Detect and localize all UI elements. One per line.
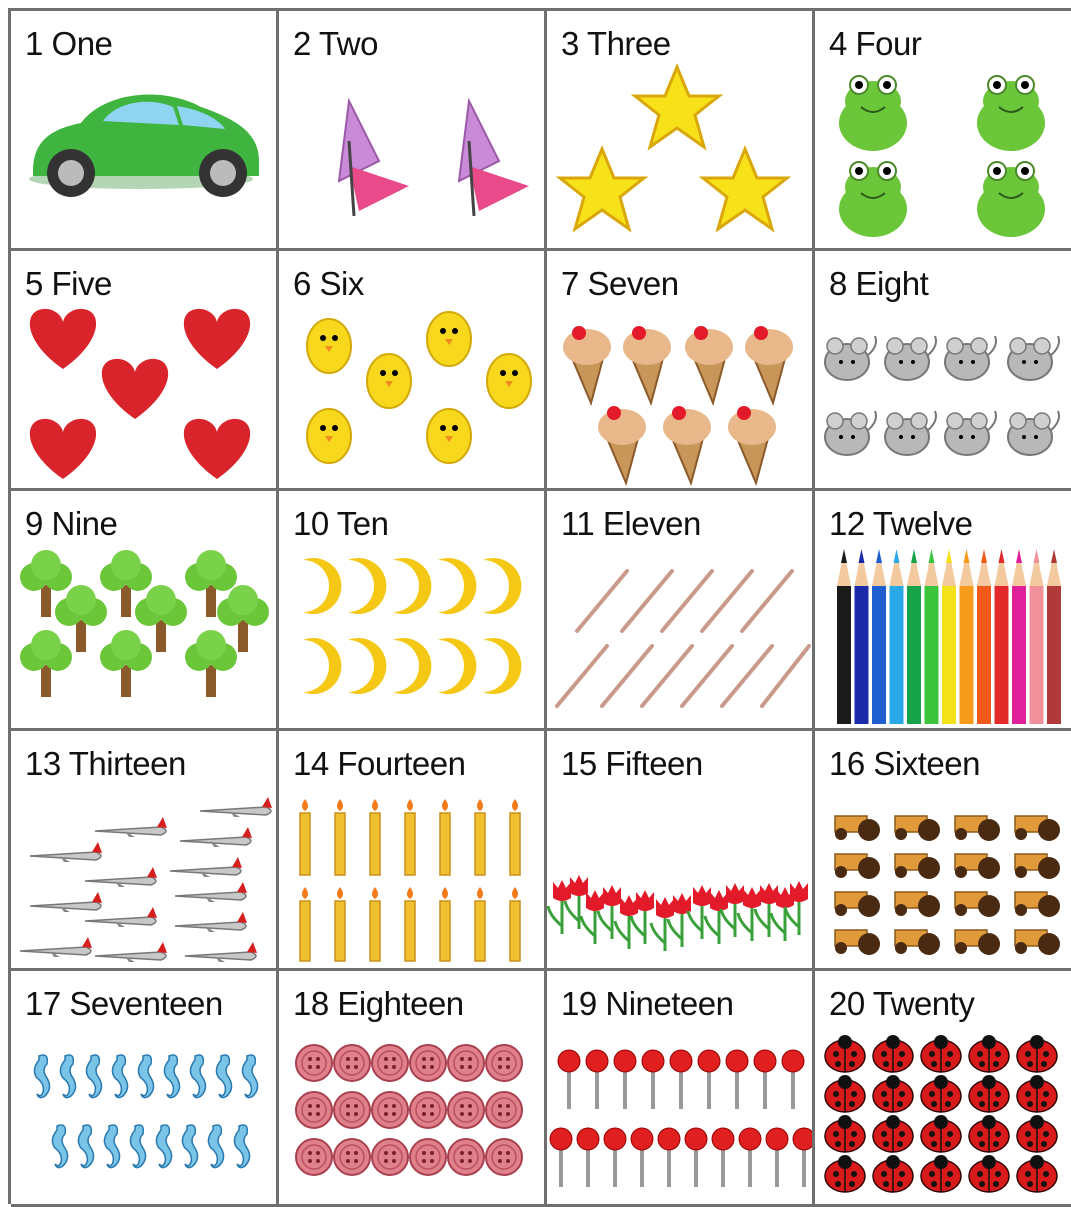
cell-label: 6 Six xyxy=(293,265,364,302)
cell-label: 8 Eight xyxy=(829,265,929,302)
cell-label: 15 Fifteen xyxy=(561,745,703,782)
cell-label: 1 One xyxy=(25,25,113,62)
cell-label: 16 Sixteen xyxy=(829,745,980,782)
mouse-icon xyxy=(815,251,1071,488)
cell-18 xyxy=(279,971,547,1207)
cell-10 xyxy=(279,491,547,731)
star-icon xyxy=(547,11,812,248)
cell-label: 19 Nineteen xyxy=(561,985,734,1022)
cell-label: 2 Two xyxy=(293,25,378,62)
cell-13 xyxy=(11,731,279,971)
cell-4 xyxy=(815,11,1071,251)
cell-3 xyxy=(547,11,815,251)
cell-1 xyxy=(11,11,279,251)
ice-cream-icon xyxy=(547,251,812,488)
button-icon xyxy=(279,971,544,1204)
cell-label: 13 Thirteen xyxy=(25,745,186,782)
cell-label: 9 Nine xyxy=(25,505,118,542)
match-icon xyxy=(547,491,812,728)
cell-label: 11 Eleven xyxy=(561,505,701,542)
cell-label: 14 Fourteen xyxy=(293,745,466,782)
cell-6 xyxy=(279,251,547,491)
cell-16 xyxy=(815,731,1071,971)
cell-17 xyxy=(11,971,279,1207)
moon-icon xyxy=(279,491,544,728)
cell-15 xyxy=(547,731,815,971)
cell-7 xyxy=(547,251,815,491)
cell-2 xyxy=(279,11,547,251)
car-icon xyxy=(11,11,276,248)
cell-20 xyxy=(815,971,1071,1207)
cell-11 xyxy=(547,491,815,731)
heart-icon xyxy=(11,251,276,488)
pencil-icon xyxy=(815,491,1071,728)
cell-label: 18 Eighteen xyxy=(293,985,464,1022)
ladybug-icon xyxy=(815,971,1071,1204)
candle-icon xyxy=(279,731,544,968)
cell-label: 17 Seventeen xyxy=(25,985,223,1022)
tree-icon xyxy=(11,491,276,728)
cell-label: 3 Three xyxy=(561,25,671,62)
cell-label: 5 Five xyxy=(25,265,112,302)
cell-19 xyxy=(547,971,815,1207)
butterfly-icon xyxy=(279,11,544,248)
cell-9 xyxy=(11,491,279,731)
chick-icon xyxy=(279,251,544,488)
frog-icon xyxy=(815,11,1071,248)
cell-14 xyxy=(279,731,547,971)
cell-8 xyxy=(815,251,1071,491)
counting-grid xyxy=(8,8,1071,1204)
cell-label: 7 Seven xyxy=(561,265,679,302)
seahorse-icon xyxy=(11,971,276,1204)
pushpin-icon xyxy=(547,971,812,1204)
cell-label: 10 Ten xyxy=(293,505,389,542)
cell-label: 20 Twenty xyxy=(829,985,975,1022)
cell-5 xyxy=(11,251,279,491)
tractor-icon xyxy=(815,731,1071,968)
tulip-icon xyxy=(547,731,812,968)
cell-12 xyxy=(815,491,1071,731)
cell-label: 12 Twelve xyxy=(829,505,973,542)
cell-label: 4 Four xyxy=(829,25,922,62)
airplane-icon xyxy=(11,731,276,968)
